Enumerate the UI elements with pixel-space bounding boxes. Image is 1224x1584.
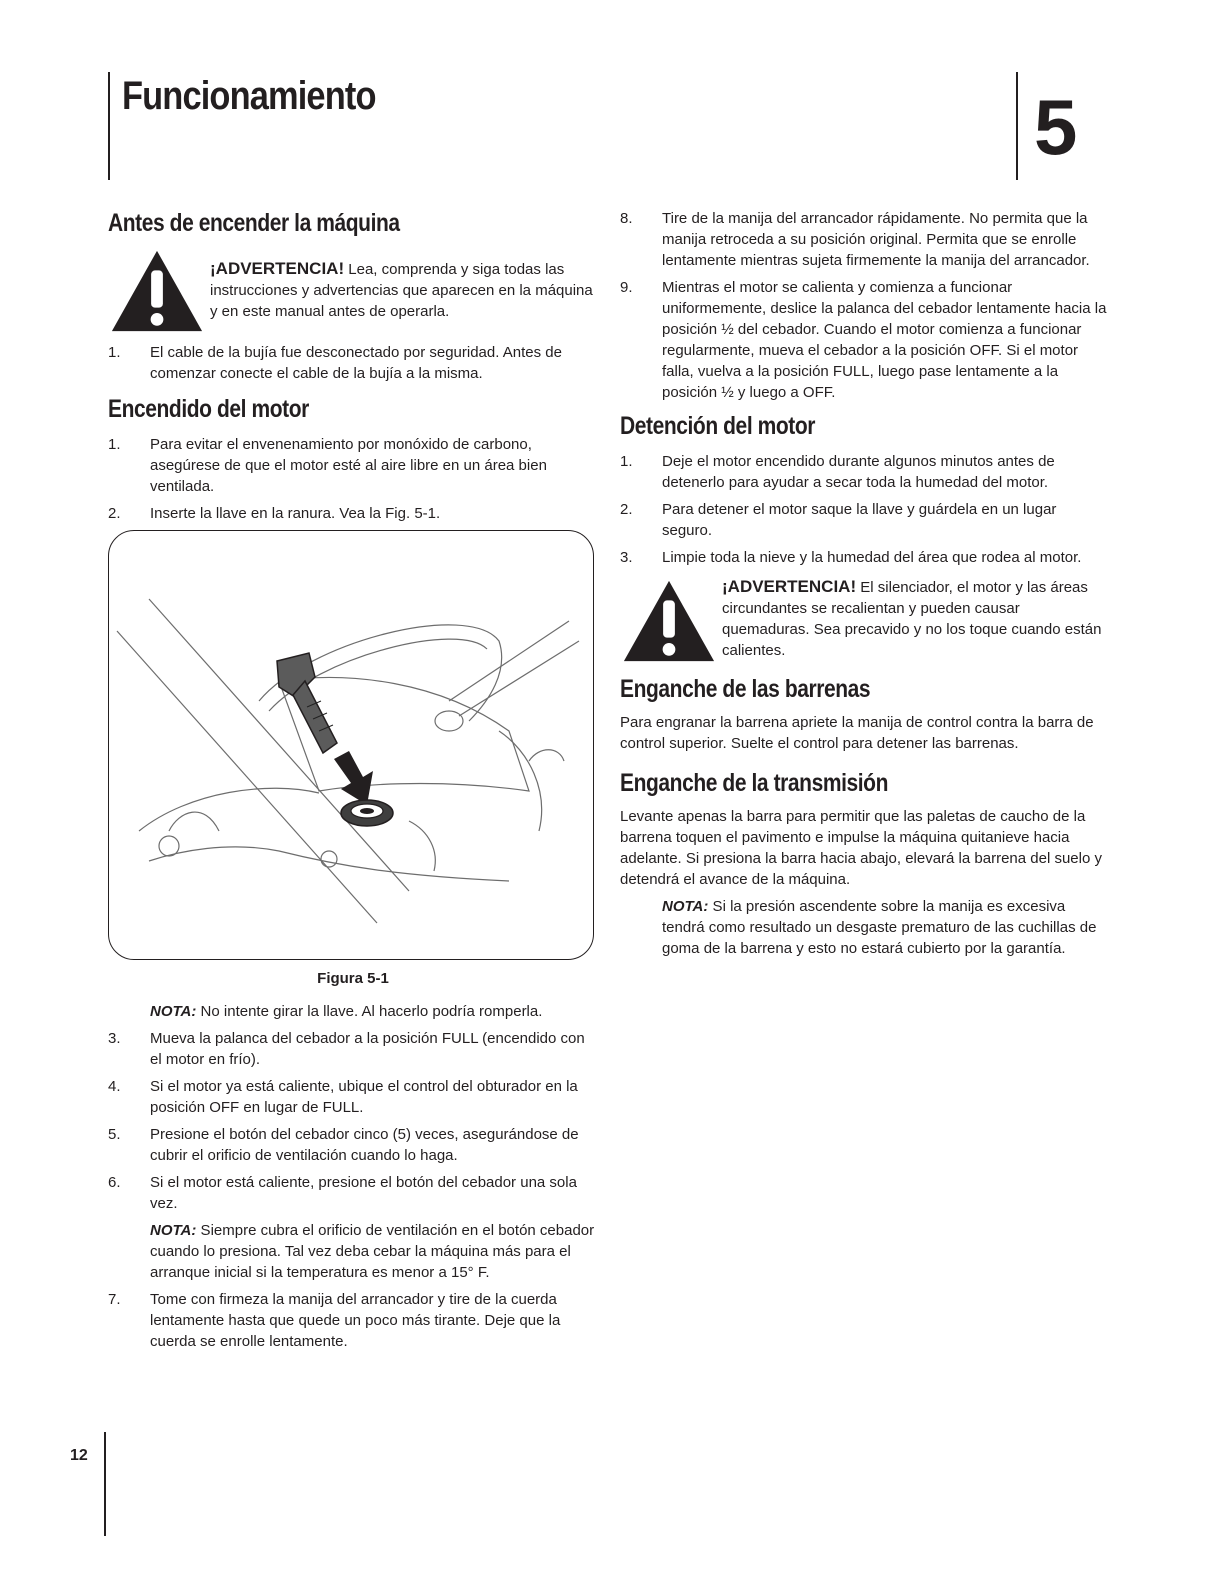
list-item: 2. Para detener el motor saque la llave y guárdela en un lugar seguro. bbox=[620, 501, 1057, 539]
list-item: 3. Limpie toda la nieve y la humedad del área que rodea al motor. bbox=[620, 549, 1082, 566]
title-rule-left bbox=[108, 72, 110, 180]
list-item: 9. Mientras el motor se calienta y comienza a funcionar uniformemente, deslice la palanca del cebador lentamente hacia la posición ½ del cebador. Cuando el motor comienza a funcionar regularmente, mueva el cebador a la posición OFF. Si el motor falla, vuelva a la posición FULL, luego pase lentamente a la posición ½ y luego a OFF. bbox=[620, 279, 1107, 401]
chapter-number: 5 bbox=[1034, 83, 1078, 171]
list-item: 1. Deje el motor encendido durante algunos minutos antes de detenerlo para ayudar a secar toda la humedad del motor. bbox=[620, 453, 1055, 491]
section-title-engine-start: Encendido del motor bbox=[108, 395, 309, 423]
footer-rule bbox=[104, 1432, 106, 1536]
list-item: 3. Mueva la palanca del cebador a la posición FULL (encendido con el motor en frío). bbox=[108, 1030, 585, 1068]
left-column bbox=[108, 208, 598, 1358]
note: NOTA: Si la presión ascendente sobre la manija es excesiva tendrá como resultado un desgaste prematuro de las cuchillas de goma de la barrena y esto no estará cubierto por la garantía. bbox=[662, 898, 1097, 957]
note-label: NOTA: bbox=[662, 898, 709, 915]
note-label: NOTA: bbox=[150, 1003, 197, 1020]
list-item: 6. Si el motor está caliente, presione el botón del cebador una sola vez. bbox=[108, 1174, 577, 1212]
figure-caption: Figura 5-1 bbox=[317, 970, 389, 987]
chapter-title: Funcionamiento bbox=[122, 74, 376, 118]
warning-heading: ¡ADVERTENCIA! bbox=[210, 259, 345, 278]
note: NOTA: No intente girar la llave. Al hacerlo podría romperla. bbox=[150, 1003, 543, 1020]
right-column bbox=[620, 208, 1110, 965]
drive-engage-text: Levante apenas la barra para permitir que las paletas de caucho de la barrena toquen el pavimento e impulse la máquina quitanieve hacia adelante. Si presiona la barra hacia abajo, elevará la barrena del suelo y detendrá el avance de la máquina. bbox=[620, 808, 1102, 888]
list-item: 1. El cable de la bujía fue desconectado por seguridad. Antes de comenzar conecte el cable de la bujía a la misma. bbox=[108, 344, 562, 382]
list-item: 4. Si el motor ya está caliente, ubique el control del obturador en la posición OFF en lugar de FULL. bbox=[108, 1078, 578, 1116]
list-item: 5. Presione el botón del cebador cinco (5) veces, asegurándose de cubrir el orificio de ventilación cuando lo haga. bbox=[108, 1126, 579, 1164]
warning-block-1 bbox=[108, 246, 598, 336]
section-title-before-start: Antes de encender la máquina bbox=[108, 209, 400, 237]
note: NOTA: Siempre cubra el orificio de ventilación en el botón cebador cuando lo presiona. Tal vez deba cebar la máquina más para el arranque inicial si la temperatura es menor a 15° F. bbox=[150, 1222, 595, 1281]
section-title-engine-stop: Detención del motor bbox=[620, 412, 816, 440]
warning-block-2 bbox=[620, 576, 1110, 666]
section-title-drive-engage: Enganche de la transmisión bbox=[620, 769, 888, 797]
figure-5-1 bbox=[108, 530, 594, 960]
auger-engage-text: Para engranar la barrena apriete la manija de control contra la barra de control superior. Suelte el control para detener las barrenas. bbox=[620, 714, 1094, 752]
warning-triangle-icon bbox=[620, 576, 718, 666]
page-number: 12 bbox=[70, 1447, 88, 1464]
title-rule-right bbox=[1016, 72, 1018, 180]
list-item: 8. Tire de la manija del arrancador rápidamente. No permita que la manija retroceda a su posición original. Permita que se enrolle lentamente mientras sujeta firmemente la manija del arrancador. bbox=[620, 210, 1090, 269]
warning-text: Lea, comprenda y siga todas las instrucciones y advertencias que aparecen en la máquina y en este manual antes de operarla. bbox=[210, 261, 593, 320]
list-item: 1. Para evitar el envenenamiento por monóxido de carbono, asegúrese de que el motor esté al aire libre en un área bien ventilada. bbox=[108, 436, 547, 495]
ignition-key-illustration bbox=[109, 531, 593, 959]
warning-text: El silenciador, el motor y las áreas circundantes se recalientan y pueden causar quemaduras. Sea precavido y no los toque cuando están calientes. bbox=[722, 579, 1102, 659]
list-item: 2. Inserte la llave en la ranura. Vea la Fig. 5-1. bbox=[108, 505, 441, 522]
note-label: NOTA: bbox=[150, 1222, 197, 1239]
warning-triangle-icon bbox=[108, 246, 206, 336]
section-title-auger-engage: Enganche de las barrenas bbox=[620, 675, 871, 703]
warning-heading: ¡ADVERTENCIA! bbox=[722, 577, 857, 596]
list-item: 7. Tome con firmeza la manija del arrancador y tire de la cuerda lentamente hasta que quede un poco más tirante. Deje que la cuerda se enrolle lentamente. bbox=[108, 1291, 561, 1350]
